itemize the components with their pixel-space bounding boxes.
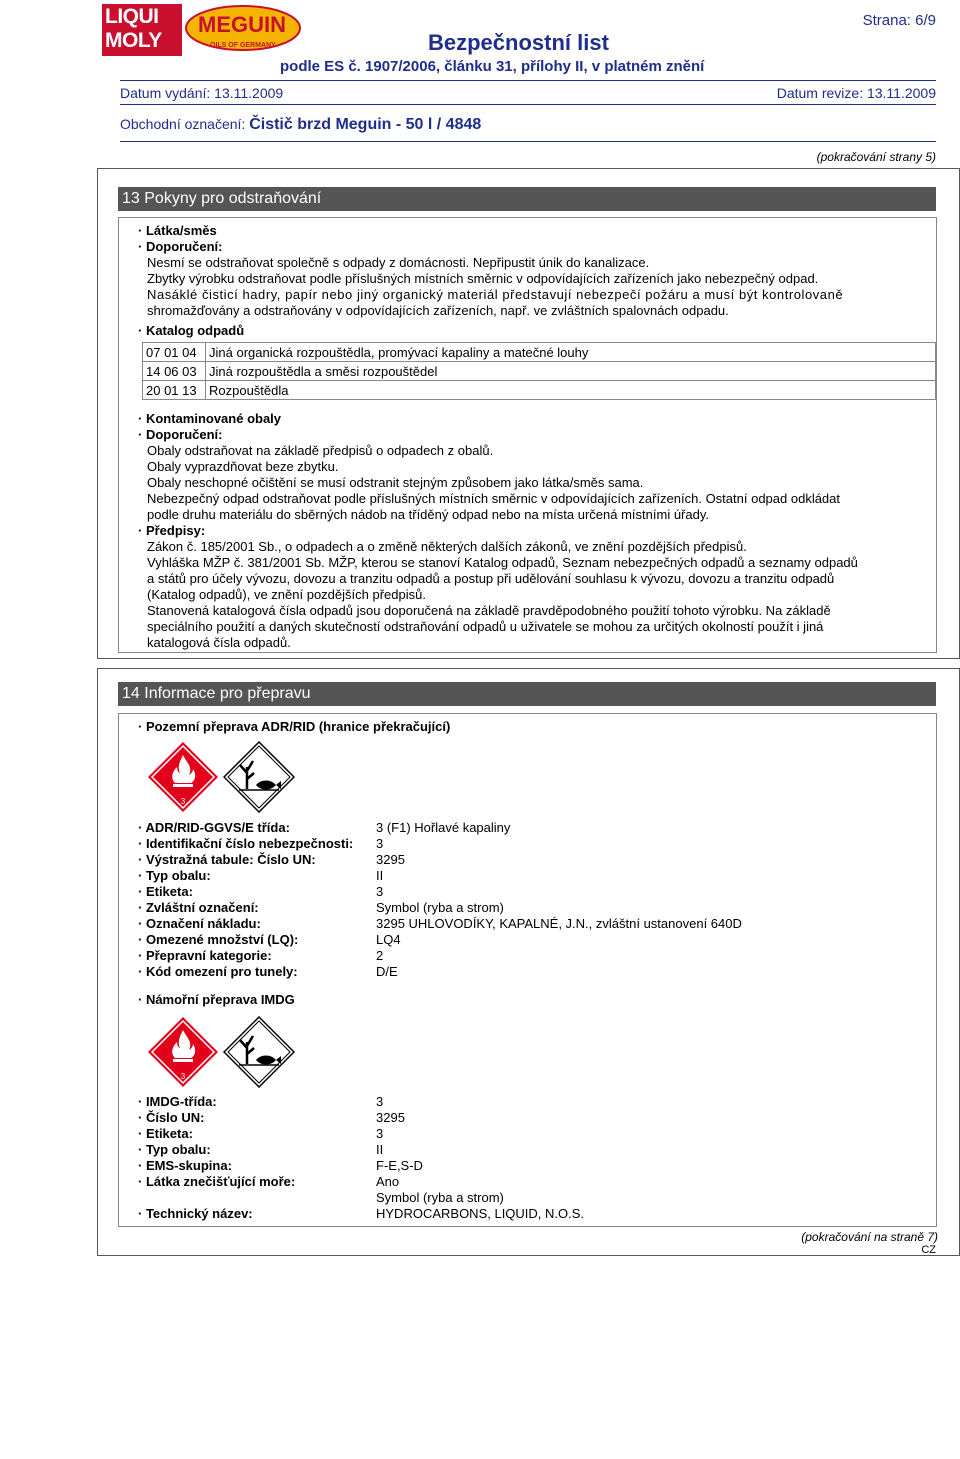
recommendation-text-4: shromažďovány a odstraňovány v odpovídajících zařízeních, např. ve zvláštních spalovnách odpadu. <box>147 303 729 318</box>
adr-value: LQ4 <box>376 932 401 947</box>
imdg-label: · EMS-skupina: <box>138 1158 232 1173</box>
header-rule-bottom <box>120 141 936 142</box>
imdg-value: Symbol (ryba a strom) <box>376 1190 504 1205</box>
substance-label: · Látka/směs <box>138 223 217 238</box>
imdg-value: Ano <box>376 1174 400 1189</box>
adr-label: · Etiketa: <box>138 884 193 899</box>
adr-value: D/E <box>376 964 398 979</box>
imdg-environment-pictogram <box>223 1016 295 1088</box>
imdg-value: II <box>376 1142 384 1157</box>
adr-label: · Typ obalu: <box>138 868 211 883</box>
waste-code: 07 01 04 <box>143 343 206 362</box>
imdg-title: · Námořní přeprava IMDG <box>138 992 295 1007</box>
page-number: Strana: 6/9 <box>862 12 936 29</box>
logo-moly-text: MOLY <box>105 29 162 52</box>
recommendation-text-2: Zbytky výrobku odstraňovat podle příslušných místních směrnic v odpovídajících zařízeních jako nebezpečný odpad. <box>147 271 819 286</box>
waste-description: Jiná rozpouštědla a směsi rozpouštědel <box>206 362 936 381</box>
regulation-text-1: Zákon č. 185/2001 Sb., o odpadech a o změně některých dalších zákonů, ve znění pozdějších předpisů. <box>147 539 747 554</box>
pictogram-class-number: 3 <box>180 1072 186 1081</box>
adr-label: · Identifikační číslo nebezpečnosti: <box>138 836 354 851</box>
trade-name-row <box>120 116 481 134</box>
recommendation-text-1: Nesmí se odstraňovat společně s odpady z domácnosti. Nepřipustit únik do kanalizace. <box>147 255 650 270</box>
continued-to: (pokračování na straně 7) <box>801 1230 938 1244</box>
document-subtitle: podle ES č. 1907/2006, článku 31, přílohy II, v platném znění <box>280 58 705 75</box>
packaging-text-4: Nebezpečný odpad odstraňovat podle příslušných místních směrnic v odpovídajících zařízeních. Ostatní odpad odkládat <box>147 491 841 506</box>
meguin-logo <box>184 4 302 56</box>
waste-description: Jiná organická rozpouštědla, promývací kapaliny a matečné louhy <box>206 343 936 362</box>
adr-label: · ADR/RID-GGVS/E třída: <box>138 820 290 835</box>
trade-name-value: Čistič brzd Meguin - 50 l / 4848 <box>249 116 482 133</box>
section-14-title: 14 Informace pro přepravu <box>118 682 936 706</box>
regulation-text-7: katalogová čísla odpadů. <box>147 635 291 650</box>
adr-value: Symbol (ryba a strom) <box>376 900 504 915</box>
packaging-text-5: podle druhu materiálu do sběrných nádob na tříděný odpad nebo na místa určená místními úřady. <box>147 507 709 522</box>
recommendation-text-3: Nasáklé čisticí hadry, papír nebo jiný organický materiál představují nebezpečí požáru a musí být kontrolovaně <box>147 287 844 302</box>
imdg-label: · Etiketa: <box>138 1126 193 1141</box>
packaging-recommendation-label: · Doporučení: <box>138 427 223 442</box>
packaging-text-1: Obaly odstraňovat na základě předpisů o odpadech z obalů. <box>147 443 494 458</box>
adr-label: · Omezené množství (LQ): <box>138 932 299 947</box>
adr-value: 3 (F1) Hořlavé kapaliny <box>376 820 511 835</box>
contaminated-packaging-label: · Kontaminované obaly <box>138 411 282 426</box>
imdg-value: F-E,S-D <box>376 1158 423 1173</box>
continued-from: (pokračování strany 5) <box>816 150 936 164</box>
adr-value: 2 <box>376 948 384 963</box>
regulation-text-6: speciálního použití a daných skutečností odstraňování odpadů u uživatele se mohou za určitých okolností použít i jiná <box>147 619 824 634</box>
adr-label: · Označení nákladu: <box>138 916 261 931</box>
waste-description: Rozpouštědla <box>206 381 936 400</box>
section-14 <box>97 668 960 1256</box>
imdg-value: 3 <box>376 1126 384 1141</box>
table-row <box>143 381 936 400</box>
imdg-value: 3 <box>376 1094 384 1109</box>
waste-code: 14 06 03 <box>143 362 206 381</box>
section-13 <box>97 168 960 659</box>
logo-liqui-text: LIQUI <box>105 5 159 28</box>
regulations-label: · Předpisy: <box>138 523 206 538</box>
logo-meguin-subtext: OILS OF GERMANY <box>210 42 276 49</box>
dead-fish-tree-icon <box>223 741 295 813</box>
section-14-body <box>118 713 937 1227</box>
table-row <box>143 362 936 381</box>
imdg-value: HYDROCARBONS, LIQUID, N.O.S. <box>376 1206 585 1221</box>
adr-value: 3 <box>376 836 384 851</box>
issue-date: Datum vydání: 13.11.2009 <box>120 85 284 101</box>
waste-code: 20 01 13 <box>143 381 206 400</box>
adr-value: II <box>376 868 384 883</box>
dead-fish-tree-icon <box>223 1016 295 1088</box>
header-rule-top <box>120 80 936 81</box>
revision-date: Datum revize: 13.11.2009 <box>776 85 936 101</box>
adr-title: · Pozemní přeprava ADR/RID (hranice překračující) <box>138 719 451 734</box>
trade-name-label: Obchodní označení: <box>120 116 246 132</box>
imdg-label: · Typ obalu: <box>138 1142 211 1157</box>
imdg-label: · Látka znečišťující moře: <box>138 1174 296 1189</box>
liqui-moly-logo <box>102 4 182 56</box>
pictogram-class-number: 3 <box>180 797 186 806</box>
adr-label: · Výstražná tabule: Číslo UN: <box>138 852 316 867</box>
waste-catalog-table <box>142 342 936 400</box>
imdg-label: · IMDG-třída: <box>138 1094 217 1109</box>
recommendation-label: · Doporučení: <box>138 239 223 254</box>
imdg-label: · Technický název: <box>138 1206 253 1221</box>
section-13-body <box>118 217 937 653</box>
table-row <box>143 343 936 362</box>
adr-value: 3295 UHLOVODÍKY, KAPALNÉ, J.N., zvláštní ustanovení 640D <box>376 916 742 931</box>
logo-meguin-text: MEGUIN <box>198 12 286 37</box>
regulation-text-3: a států pro účely vývozu, dovozu a tranzitu odpadů a postup při udělování souhlasu k vývozu, dovozu a tranzitu odpadů <box>147 571 835 586</box>
adr-label: · Přepravní kategorie: <box>138 948 272 963</box>
regulation-text-2: Vyhláška MŽP č. 381/2001 Sb. MŽP, kterou se stanoví Katalog odpadů, Seznam nebezpečných odpadů a seznamy odpadů <box>147 555 858 570</box>
packaging-text-2: Obaly vyprazdňovat beze zbytku. <box>147 459 339 474</box>
imdg-flammable-pictogram <box>147 1016 219 1088</box>
flammable-pictogram <box>147 741 219 813</box>
document-title: Bezpečnostní list <box>428 30 609 55</box>
section-13-title: 13 Pokyny pro odstraňování <box>118 187 936 211</box>
flame-icon <box>147 741 219 813</box>
waste-catalog-label: · Katalog odpadů <box>138 323 245 338</box>
environment-pictogram <box>223 741 295 813</box>
adr-label: · Kód omezení pro tunely: <box>138 964 298 979</box>
adr-label: · Zvláštní označení: <box>138 900 259 915</box>
imdg-value: 3295 <box>376 1110 405 1125</box>
flame-icon <box>147 1016 219 1088</box>
adr-value: 3295 <box>376 852 405 867</box>
header-rule-mid <box>120 104 936 105</box>
language-code: CZ <box>921 1244 936 1256</box>
packaging-text-3: Obaly neschopné očištění se musí odstranit stejným způsobem jako látka/směs sama. <box>147 475 644 490</box>
adr-value: 3 <box>376 884 384 899</box>
imdg-label: · Číslo UN: <box>138 1110 205 1125</box>
regulation-text-5: Stanovená katalogová čísla odpadů jsou doporučená na základě pravděpodobného použití tohoto výrobku. Na základě <box>147 603 831 618</box>
regulation-text-4: (Katalog odpadů), ve znění pozdějších předpisů. <box>147 587 426 602</box>
